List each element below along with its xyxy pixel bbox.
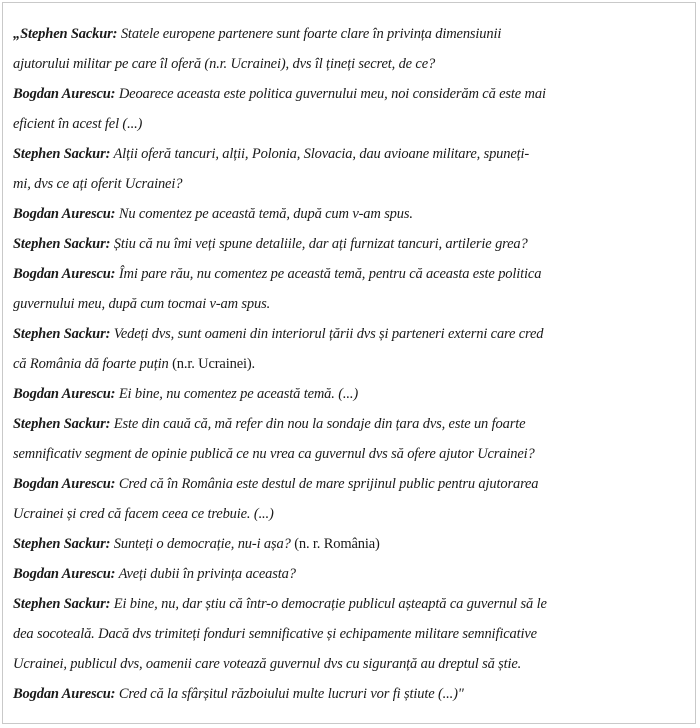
speaker-name: Bogdan Aurescu:: [13, 386, 116, 402]
line-text: mi, dvs ce ați oferit Ucrainei?: [13, 176, 183, 192]
dialogue-line: [13, 259, 687, 289]
line-text: Este din cauă că, mă refer din nou la sondaje din țara dvs, este un foarte: [110, 416, 526, 432]
speaker-name: Bogdan Aurescu:: [13, 566, 116, 582]
line-text: Știu că nu îmi veți spune detaliile, dar ați furnizat tancuri, artilerie grea?: [110, 236, 528, 252]
line-text: Aveți dubii în privința aceasta?: [115, 566, 296, 582]
line-text: Ei bine, nu comentez pe această temă. (...): [115, 386, 359, 402]
line-text: dea socoteală. Dacă dvs trimiteți fonduri semnificative și echipamente militare semnificative: [13, 626, 537, 642]
editor-note: (n.r. Ucrainei).: [168, 356, 256, 372]
dialogue-line: [13, 529, 687, 559]
dialogue-line: [13, 319, 687, 349]
line-text: Alții oferă tancuri, alții, Polonia, Slovacia, dau avioane militare, spuneți-: [110, 146, 530, 162]
speaker-name: Stephen Sackur:: [13, 596, 111, 612]
dialogue-line: [13, 469, 687, 499]
line-text: Îmi pare rău, nu comentez pe această temă, pentru că aceasta este politica: [115, 266, 542, 282]
speaker-name: Bogdan Aurescu:: [13, 86, 116, 102]
dialogue-continuation: [13, 169, 687, 199]
speaker-name: Bogdan Aurescu:: [13, 476, 116, 492]
dialogue-continuation: [13, 619, 687, 649]
dialogue-continuation: [13, 499, 687, 529]
line-text: eficient în acest fel (...): [13, 116, 143, 132]
speaker-name: Stephen Sackur:: [13, 236, 111, 252]
speaker-name: Stephen Sackur:: [13, 416, 111, 432]
line-text: Statele europene partenere sunt foarte clare în privința dimensiunii: [117, 26, 502, 42]
line-text: guvernului meu, după cum tocmai v-am spus.: [13, 296, 271, 312]
line-text: Sunteți o democrație, nu-i așa?: [110, 536, 291, 552]
dialogue-continuation: [13, 439, 687, 469]
dialogue-continuation: [13, 349, 687, 379]
dialogue-line: [13, 199, 687, 229]
line-text: Cred că la sfârșitul războiului multe lucruri vor fi știute (...)": [115, 686, 464, 702]
line-text: Ucrainei și cred că facem ceea ce trebuie. (...): [13, 506, 274, 522]
dialogue-line: [13, 559, 687, 589]
speaker-name: Bogdan Aurescu:: [13, 686, 116, 702]
dialogue-line: [13, 409, 687, 439]
dialogue-line: [13, 139, 687, 169]
interview-transcript: [13, 19, 687, 709]
line-text: ajutorului militar pe care îl oferă (n.r. Ucrainei), dvs îl țineți secret, de ce?: [13, 56, 436, 72]
dialogue-line: [13, 229, 687, 259]
speaker-name: „Stephen Sackur:: [13, 26, 118, 42]
speaker-name: Stephen Sackur:: [13, 536, 111, 552]
dialogue-continuation: [13, 649, 687, 679]
line-text: Vedeți dvs, sunt oameni din interiorul țării dvs și parteneri externi care cred: [110, 326, 544, 342]
speaker-name: Stephen Sackur:: [13, 146, 111, 162]
speaker-name: Bogdan Aurescu:: [13, 206, 116, 222]
dialogue-line: [13, 589, 687, 619]
dialogue-line: [13, 79, 687, 109]
editor-note: (n. r. România): [290, 536, 380, 552]
quote-box: [2, 2, 696, 724]
line-text: Ucrainei, publicul dvs, oamenii care votează guvernul dvs cu siguranță au dreptul să știe.: [13, 656, 522, 672]
dialogue-continuation: [13, 109, 687, 139]
line-text: Cred că în România este destul de mare sprijinul public pentru ajutorarea: [115, 476, 539, 492]
line-text: Deoarece aceasta este politica guvernului meu, noi considerăm că este mai: [115, 86, 546, 102]
dialogue-line: [13, 19, 687, 49]
line-text: semnificativ segment de opinie publică ce nu vrea ca guvernul dvs să ofere ajutor Ucrainei?: [13, 446, 535, 462]
dialogue-line: [13, 379, 687, 409]
dialogue-continuation: [13, 289, 687, 319]
line-text: că România dă foarte puțin: [13, 356, 169, 372]
speaker-name: Bogdan Aurescu:: [13, 266, 116, 282]
speaker-name: Stephen Sackur:: [13, 326, 111, 342]
dialogue-continuation: [13, 49, 687, 79]
line-text: Ei bine, nu, dar știu că într-o democrație publicul așteaptă ca guvernul să le: [110, 596, 547, 612]
dialogue-line: [13, 679, 687, 709]
line-text: Nu comentez pe această temă, după cum v-am spus.: [115, 206, 413, 222]
